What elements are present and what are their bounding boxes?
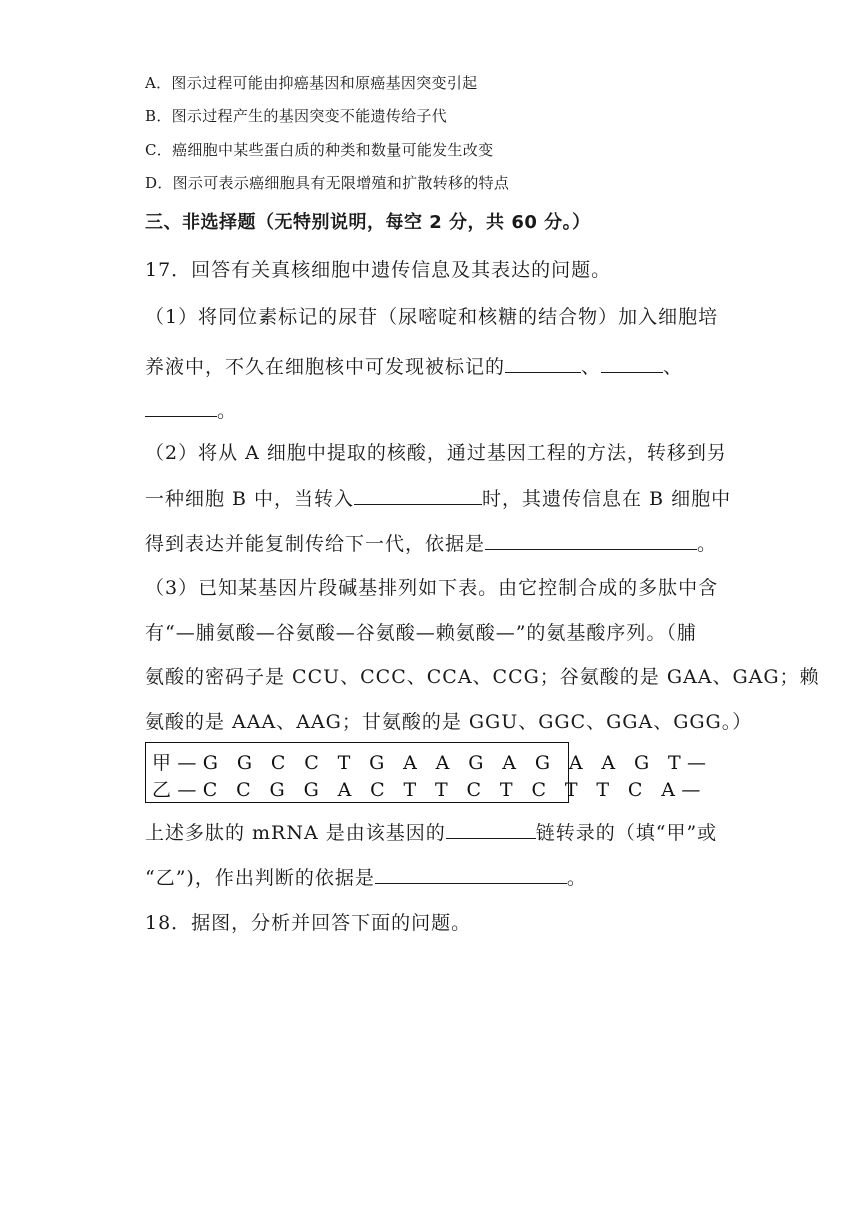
separator: 、 [663, 356, 684, 378]
q17-part3-line1: （3）已知某基因片段碱基排列如下表。由它控制合成的多肽中含 [145, 577, 719, 599]
q17-part3-line5 [145, 818, 717, 845]
q17-part3-text-a: 上述多肽的 mRNA 是由该基因的 [145, 822, 446, 844]
q17-part3-line6 [145, 863, 587, 890]
q17-part2-text-c: 得到表达并能复制传给下一代，依据是 [145, 533, 486, 555]
q17-part2-text-a: 一种细胞 B 中，当转入 [145, 488, 355, 510]
answer-blank-4[interactable] [354, 486, 482, 505]
q17-part2-line3 [145, 529, 717, 556]
dna-strand-jia: 甲—G G C C T G A A G A G A A G T— [152, 752, 713, 774]
option-d: D．图示可表示癌细胞具有无限增殖和扩散转移的特点 [145, 174, 510, 192]
q17-part3-text-b: 链转录的（填“甲”或 [535, 822, 718, 844]
answer-blank-5[interactable] [485, 531, 697, 550]
option-b: B．图示过程产生的基因突变不能遗传给子代 [145, 107, 448, 125]
q17-part3-line2: 有“—脯氨酸—谷氨酸—谷氨酸—赖氨酸—”的氨基酸序列。（脯 [145, 622, 697, 644]
answer-blank-7[interactable] [375, 865, 567, 884]
answer-blank-1[interactable] [505, 354, 581, 373]
q17-part3-line3: 氨酸的密码子是 CCU、CCC、CCA、CCG；谷氨酸的是 GAA、GAG；赖 [145, 666, 820, 688]
q17-part1-text: 养液中，不久在细胞核中可发现被标记的 [145, 356, 506, 378]
q17-part2-text-b: 时，其遗传信息在 B 细胞中 [482, 488, 732, 510]
q17-part1-line2 [145, 352, 683, 379]
period: 。 [566, 867, 587, 889]
q17-part2-line2 [145, 484, 731, 511]
dna-sequence-table [145, 742, 713, 803]
answer-blank-3[interactable] [145, 398, 217, 417]
q17-part1-line3 [145, 396, 237, 423]
q17-part1-line1: （1）将同位素标记的尿苷（尿嘧啶和核糖的结合物）加入细胞培 [145, 306, 719, 328]
question-17-title: 17．回答有关真核细胞中遗传信息及其表达的问题。 [145, 259, 612, 281]
separator: 、 [581, 356, 602, 378]
option-a: A．图示过程可能由抑癌基因和原癌基因突变引起 [145, 74, 478, 92]
answer-blank-2[interactable] [601, 354, 663, 373]
dna-strand-yi: 乙—C C G G A C T T C T C T T C A— [152, 779, 707, 801]
answer-blank-6[interactable] [446, 820, 536, 839]
period: 。 [217, 400, 238, 422]
period: 。 [697, 533, 718, 555]
q17-part3-line4: 氨酸的是 AAA、AAG；甘氨酸的是 GGU、GGC、GGA、GGG。） [145, 711, 753, 733]
question-18-title: 18．据图，分析并回答下面的问题。 [145, 912, 472, 934]
q17-part3-text-c: “乙”)，作出判断的依据是 [145, 867, 375, 889]
option-c: C．癌细胞中某些蛋白质的种类和数量可能发生改变 [145, 141, 494, 159]
section-title: 三、非选择题（无特别说明，每空 2 分，共 60 分。） [145, 212, 591, 233]
q17-part2-line1: （2）将从 A 细胞中提取的核酸，通过基因工程的方法，转移到另 [145, 442, 727, 464]
